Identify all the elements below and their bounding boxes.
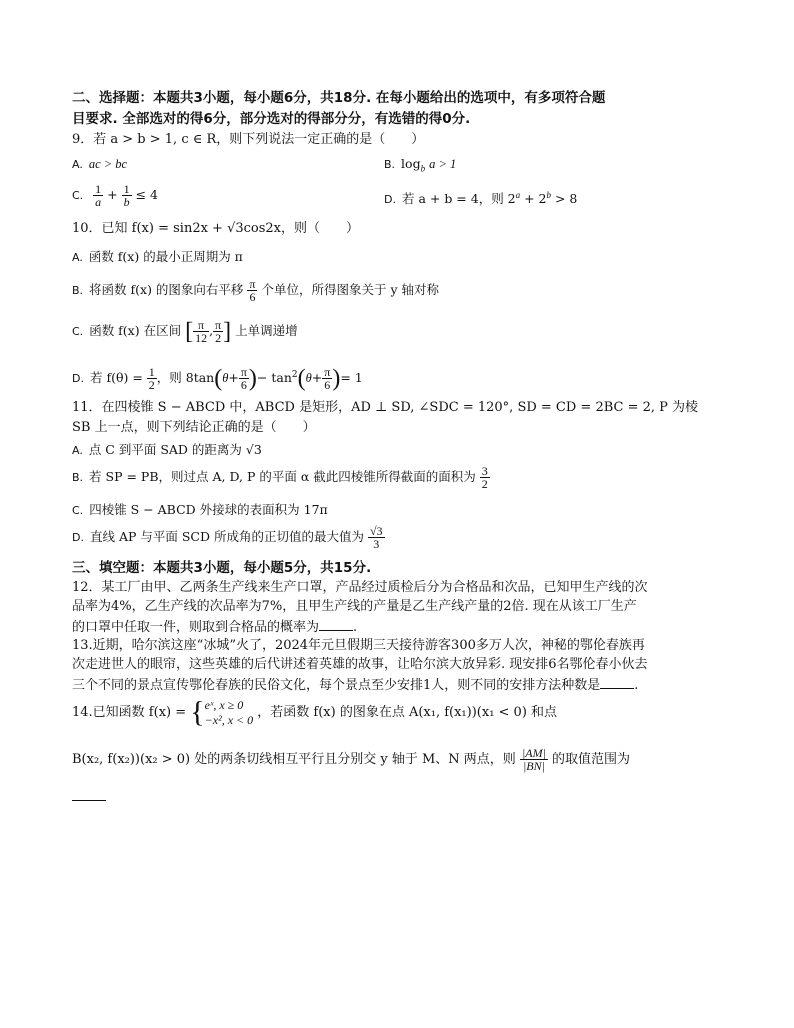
q11-stem-line1: 11．在四棱锥 S − ABCD 中，ABCD 是矩形，AD ⊥ SD, ∠SDC = 120°, SD = CD = 2BC = 2, P 为棱 (72, 400, 699, 415)
q10-option-b-post: 个单位，所得图象关于 y 轴对称 (261, 282, 439, 297)
q12-line2: 品率为4%，乙生产线的次品率为7%，且甲生产线的产量是乙生产线产量的2倍. 现在从该工厂生产 (72, 599, 637, 614)
q10-option-b-pre: 将函数 f(x) 的图象向右平移 (89, 282, 244, 297)
frac-num: √3 (369, 524, 383, 538)
frac-num: 3 (481, 464, 488, 478)
q11-option-d: D. 直线 AP 与平面 SCD 所成角的正切值的最大值为 $\frac{√3}{3}$ (72, 524, 383, 551)
q11-option-a: A. 点 C 到平面 SAD 的距离为 √3 (72, 442, 262, 457)
q9-option-d-post: > 8 (551, 191, 578, 207)
q9-option-d-pre: 若 a + b = 4，则 2 (401, 191, 516, 207)
q10-option-a: A. 函数 f(x) 的最小正周期为 π (72, 249, 243, 264)
q9-option-a-text: ac > bc (88, 157, 128, 171)
q13-line1: 13.近期，哈尔滨这座“冰城”火了，2024年元旦假期三天接待游客300多万人次，神秘的鄂伦春族再 (72, 638, 645, 653)
q10-option-c: C. 函数 f(x) 在区间 [ $\frac{\pi}{12}$ , $\frac{\pi}{2}$ ] 上单调递增 (72, 318, 298, 345)
q9-option-b-log: log (401, 156, 421, 171)
frac-den: 3 (373, 537, 380, 551)
frac-num: π (324, 365, 331, 380)
q9-option-d-sup-a: a (515, 190, 521, 200)
q9-option-d-sup-b: b (546, 190, 551, 200)
frac-den: 6 (324, 378, 331, 393)
q14-line2-post: 的取值范围为 (552, 752, 631, 767)
q13-answer-blank[interactable] (600, 676, 634, 689)
frac-den: 6 (249, 290, 256, 304)
q10-stem: 10．已知 f(x) = sin2x + √3cos2x，则（ ） (72, 221, 360, 236)
q10-option-c-pre: 函数 f(x) 在区间 (89, 323, 182, 338)
q12-line1: 12．某工厂由甲、乙两条生产线来生产口罩，产品经过质检后分为合格品和次品，已知甲生产线的次 (72, 580, 648, 595)
frac-den: 2 (148, 378, 155, 393)
q10-option-d-mid2: − tan (256, 370, 292, 386)
q9-stem: 9．若 a > b > 1, c ∈ R，则下列说法一定正确的是（ ） (72, 132, 425, 147)
q10-option-c-post: 上单调递增 (235, 323, 298, 338)
q11-option-c-text: 四棱锥 S − ABCD 外接球的表面积为 17π (89, 502, 328, 517)
frac-num: 1 (95, 182, 102, 196)
q10-option-d-pre: 若 f(θ) = (89, 370, 143, 386)
frac-den: 6 (240, 378, 247, 393)
section3-title: 三、填空题：本题共3小题，每小题5分，共15分. (72, 560, 372, 576)
q13-line2: 次走进世人的眼帘，这些英雄的后代讲述着英雄的故事，让哈尔滨大放异彩. 现安排6名鄂伦春小伙去 (72, 657, 648, 672)
frac-den: 2 (481, 477, 488, 491)
q11-option-a-text: 点 C 到平面 SAD 的距离为 √3 (88, 442, 262, 457)
q10-option-d-mid: ，则 8tan (156, 370, 215, 386)
q10-option-d-post: = 1 (340, 370, 363, 386)
q13-line3-text: 三个不同的景点宣传鄂伦春族的民俗文化，每个景点至少安排1人，则不同的安排方法种数是 (72, 678, 601, 693)
frac-den: b (123, 195, 130, 209)
section2-title-line2: 目要求. 全部选对的得6分，部分选对的得部分分，有选错的得0分. (72, 111, 471, 127)
q13-line3: 三个不同的景点宣传鄂伦春族的民俗文化，每个景点至少安排1人，则不同的安排方法种数是 . (72, 678, 639, 693)
q14-line2 (72, 740, 630, 780)
q14-answer-blank[interactable] (72, 788, 106, 801)
q11-stem-line2: SB 上一点，则下列结论正确的是（ ） (72, 420, 316, 435)
q11-option-b-pre: 若 SP = PB，则过点 A, D, P 的平面 α 截此四棱锥所得截面的面积为 (89, 469, 476, 484)
q11-option-d-pre: 直线 AP 与平面 SCD 所成角的正切值的最大值为 (89, 529, 364, 544)
frac-den: 12 (195, 331, 208, 345)
section2-title-line1: 二、选择题：本题共3小题，每小题6分，共18分. 在每小题给出的选项中，有多项符合题 (72, 90, 606, 106)
q12-line3-text: 的口罩中任取一件，则取到合格品的概率为 (72, 620, 320, 635)
q9-option-c-text: ≤ 4 (135, 187, 158, 202)
frac-den: 2 (215, 331, 222, 345)
q12-line3: 的口罩中任取一件，则取到合格品的概率为 . (72, 620, 358, 635)
q9-option-b: B. $\log_b a > 1$ (384, 156, 457, 174)
q10-option-d: D. 若 f(θ) = $\frac{1}{2}$ ，则 8tan(θ+ $\frac{\pi}{6}$ )− $\tan^2(\theta+$ $\frac{\pi}{6}$ )= 1 (72, 365, 363, 393)
frac-den: |BN| (522, 759, 545, 773)
q14-pre: 14.已知函数 f(x) = (72, 705, 187, 720)
q9-option-c: C. $\frac{1}{a}$ + $\frac{1}{b}$ ≤ 4 (72, 182, 158, 209)
q12-answer-blank[interactable] (319, 618, 353, 631)
q10-option-b: B. 将函数 f(x) 的图象向右平移 $\frac{\pi}{6}$ 个单位，所得图象关于 y 轴对称 (72, 277, 439, 304)
frac-num: |AM| (521, 746, 546, 760)
q14-case2: −x², x < 0 (204, 712, 254, 727)
q9-option-b-text: a > 1 (429, 157, 457, 171)
frac-num: 1 (148, 365, 155, 380)
q14-case1: eˣ, x ≥ 0 (204, 697, 244, 712)
q14-line2-pre: B(x₂, f(x₂))(x₂ > 0) 处的两条切线相互平行且分别交 y 轴于 M、N 两点，则 (72, 752, 516, 767)
q14-answer-line (72, 788, 106, 806)
frac-num: π (240, 365, 247, 380)
q9-option-d: D. 若 a + b = 4，则 $2^a + 2^b > 8$ (384, 190, 578, 207)
frac-num: 1 (123, 182, 130, 196)
q14-mid: ，若函数 f(x) 的图象在点 A(x₁, f(x₁))(x₁ < 0) 和点 (257, 705, 558, 720)
q10-option-a-text: 函数 f(x) 的最小正周期为 π (88, 249, 243, 264)
q11-option-c: C. 四棱锥 S − ABCD 外接球的表面积为 17π (72, 502, 328, 517)
frac-num: π (249, 277, 256, 291)
q9-option-a: A. ac > bc (72, 157, 128, 171)
q14-line1: 14.已知函数 f(x) = { eˣ, x ≥ 0 −x², x < 0 ，若函数 f(x) 的图象在点 A(x₁, f(x₁))(x₁ < 0) 和点 (72, 695, 558, 729)
frac-den: a (95, 195, 102, 209)
q9-option-d-mid: + 2 (520, 191, 547, 207)
q9-option-b-base: b (420, 163, 426, 174)
frac-num: π (215, 318, 222, 332)
q11-option-b: B. 若 SP = PB，则过点 A, D, P 的平面 α 截此四棱锥所得截面的面积为 $\frac{3}{2}$ (72, 464, 488, 491)
frac-num: π (193, 319, 209, 332)
